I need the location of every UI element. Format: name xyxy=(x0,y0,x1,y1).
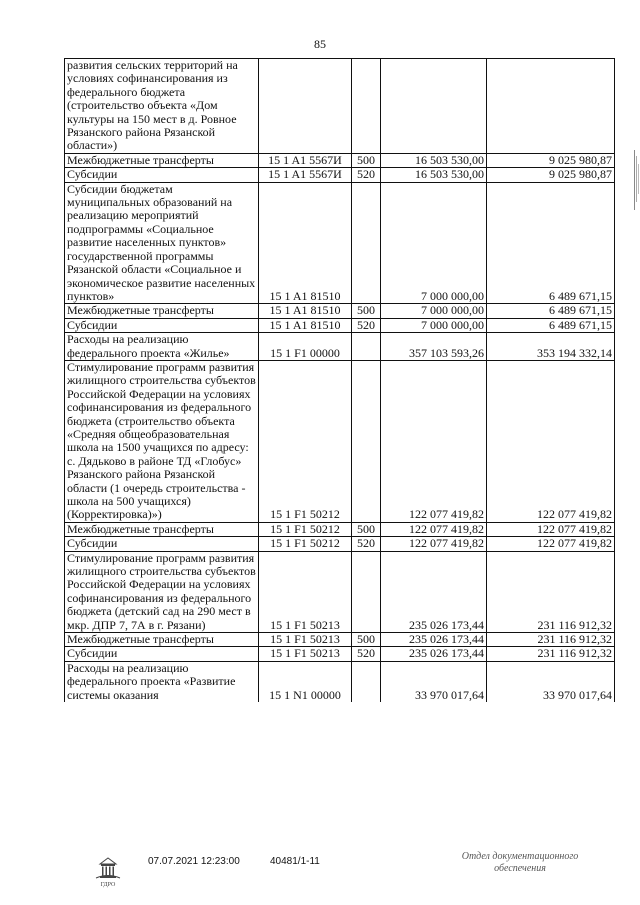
cell-planned-amount: 235 026 173,44 xyxy=(381,647,487,661)
cell-name: Межбюджетные трансферты xyxy=(65,153,259,167)
table-row xyxy=(65,661,615,702)
table-row xyxy=(65,168,615,182)
table-row xyxy=(65,318,615,332)
cell-target-article: 15 1 A1 81510 xyxy=(259,318,352,332)
cell-planned-amount xyxy=(381,59,487,154)
cell-target-article: 15 1 A1 5567И xyxy=(259,168,352,182)
cell-planned-amount: 16 503 530,00 xyxy=(381,153,487,167)
cell-name: Субсидии xyxy=(65,537,259,551)
cell-target-article: 15 1 F1 50212 xyxy=(259,522,352,536)
cell-expense-type xyxy=(352,182,381,304)
cell-expense-type xyxy=(352,360,381,522)
cell-name: Расходы на реализацию федерального проекта «Жилье» xyxy=(65,333,259,361)
table-row xyxy=(65,537,615,551)
cell-actual-amount xyxy=(487,59,615,154)
cell-actual-amount: 122 077 419,82 xyxy=(487,360,615,522)
table-row xyxy=(65,182,615,304)
page-number: 85 xyxy=(314,37,326,51)
cell-expense-type xyxy=(352,661,381,702)
cell-expense-type: 500 xyxy=(352,304,381,318)
table-row xyxy=(65,59,615,154)
cell-actual-amount: 9 025 980,87 xyxy=(487,168,615,182)
budget-table-body xyxy=(65,59,615,703)
cell-expense-type: 500 xyxy=(352,522,381,536)
cell-planned-amount: 122 077 419,82 xyxy=(381,522,487,536)
seal-text: ГДРО xyxy=(100,882,116,888)
cell-name: Межбюджетные трансферты xyxy=(65,522,259,536)
cell-name: Межбюджетные трансферты xyxy=(65,633,259,647)
seal-icon xyxy=(93,852,123,888)
cell-expense-type: 520 xyxy=(352,318,381,332)
cell-planned-amount: 16 503 530,00 xyxy=(381,168,487,182)
cell-target-article: 15 1 F1 50212 xyxy=(259,537,352,551)
cell-planned-amount: 122 077 419,82 xyxy=(381,537,487,551)
cell-target-article: 15 1 F1 50213 xyxy=(259,647,352,661)
cell-actual-amount: 122 077 419,82 xyxy=(487,522,615,536)
cell-target-article: 15 1 F1 00000 xyxy=(259,333,352,361)
cell-planned-amount: 7 000 000,00 xyxy=(381,304,487,318)
cell-target-article: 15 1 F1 50213 xyxy=(259,551,352,632)
cell-actual-amount: 6 489 671,15 xyxy=(487,304,615,318)
cell-expense-type: 520 xyxy=(352,168,381,182)
cell-planned-amount: 235 026 173,44 xyxy=(381,633,487,647)
cell-planned-amount: 7 000 000,00 xyxy=(381,182,487,304)
page-footer xyxy=(0,848,640,898)
footer-document-number: 40481/1-11 xyxy=(270,856,320,867)
cell-expense-type: 500 xyxy=(352,153,381,167)
cell-target-article xyxy=(259,59,352,154)
footer-department-stamp: Отдел документационного обеспечения xyxy=(461,851,579,874)
cell-actual-amount: 33 970 017,64 xyxy=(487,661,615,702)
cell-target-article: 15 1 A1 5567И xyxy=(259,153,352,167)
cell-actual-amount: 231 116 912,32 xyxy=(487,633,615,647)
cell-target-article: 15 1 N1 00000 xyxy=(259,661,352,702)
cell-expense-type xyxy=(352,333,381,361)
cell-planned-amount: 7 000 000,00 xyxy=(381,318,487,332)
cell-expense-type: 520 xyxy=(352,647,381,661)
cell-actual-amount: 9 025 980,87 xyxy=(487,153,615,167)
cell-actual-amount: 6 489 671,15 xyxy=(487,182,615,304)
cell-target-article: 15 1 F1 50212 xyxy=(259,360,352,522)
cell-actual-amount: 6 489 671,15 xyxy=(487,318,615,332)
cell-target-article: 15 1 F1 50213 xyxy=(259,633,352,647)
table-row xyxy=(65,522,615,536)
scan-edge-mark xyxy=(632,150,640,210)
cell-planned-amount: 235 026 173,44 xyxy=(381,551,487,632)
cell-expense-type xyxy=(352,59,381,154)
cell-planned-amount: 33 970 017,64 xyxy=(381,661,487,702)
table-row xyxy=(65,647,615,661)
cell-planned-amount: 122 077 419,82 xyxy=(381,360,487,522)
cell-expense-type: 520 xyxy=(352,537,381,551)
table-row xyxy=(65,153,615,167)
budget-table xyxy=(64,58,615,702)
cell-name: Стимулирование программ развития жилищного строительства субъектов Российской Федерации на условиях софинансирования из федерального бюджета (детский сад на 290 мест в мкр. ДПР 7, 7А в г. Рязани) xyxy=(65,551,259,632)
cell-name: Субсидии xyxy=(65,318,259,332)
table-row xyxy=(65,360,615,522)
table-row xyxy=(65,333,615,361)
cell-actual-amount: 231 116 912,32 xyxy=(487,647,615,661)
footer-datetime: 07.07.2021 12:23:00 xyxy=(148,856,240,867)
cell-expense-type xyxy=(352,551,381,632)
cell-name: Субсидии xyxy=(65,168,259,182)
cell-name: Расходы на реализацию федерального проекта «Развитие системы оказания xyxy=(65,661,259,702)
cell-name: Субсидии xyxy=(65,647,259,661)
cell-target-article: 15 1 A1 81510 xyxy=(259,182,352,304)
cell-name: развития сельских территорий на условиях софинансирования из федерального бюджета (строительство объекта «Дом культуры на 150 мест в д. Ровное Рязанского района Рязанской области») xyxy=(65,59,259,154)
cell-actual-amount: 122 077 419,82 xyxy=(487,537,615,551)
table-row xyxy=(65,633,615,647)
cell-planned-amount: 357 103 593,26 xyxy=(381,333,487,361)
cell-expense-type: 500 xyxy=(352,633,381,647)
table-row xyxy=(65,551,615,632)
cell-actual-amount: 231 116 912,32 xyxy=(487,551,615,632)
table-row xyxy=(65,304,615,318)
cell-name: Субсидии бюджетам муниципальных образований на реализацию мероприятий подпрограммы «Социальное развитие населенных пунктов» государственной программы Рязанской области «Социальное и экономическое развитие населенных пунктов» xyxy=(65,182,259,304)
cell-name: Стимулирование программ развития жилищного строительства субъектов Российской Федерации на условиях софинансирования из федерального бюджета (строительство объекта «Средняя общеобразовательная школа на 1500 учащихся по адресу: с. Дядьково в районе ТД «Глобус» Рязанского района Рязанской области (1 очередь строительства - школа на 500 учащихся) (Корректировка)») xyxy=(65,360,259,522)
cell-target-article: 15 1 A1 81510 xyxy=(259,304,352,318)
cell-name: Межбюджетные трансферты xyxy=(65,304,259,318)
cell-actual-amount: 353 194 332,14 xyxy=(487,333,615,361)
